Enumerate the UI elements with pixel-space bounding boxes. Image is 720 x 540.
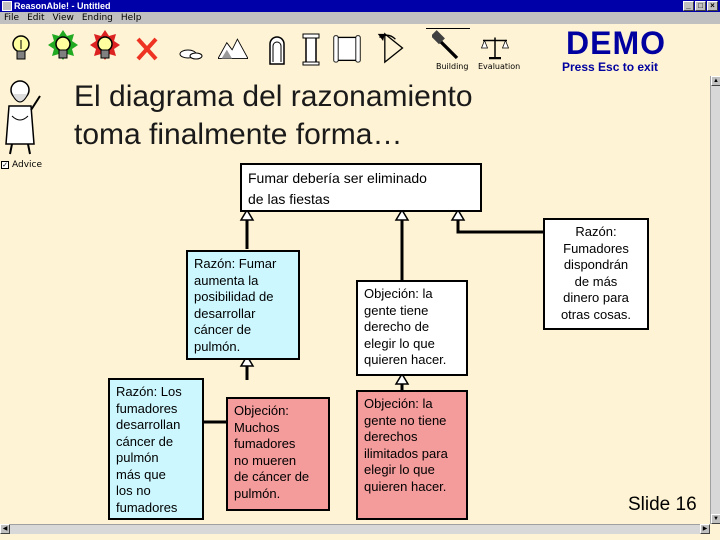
reason3-line-6: otras cosas.: [560, 306, 632, 322]
objection2-line-4: elegir lo que: [364, 335, 435, 351]
menu-ending[interactable]: Ending: [81, 13, 113, 23]
vertical-scrollbar[interactable]: [710, 76, 720, 524]
reason3-line-4: de más: [574, 273, 618, 289]
window-title: ReasonAble! - Untitled: [14, 1, 111, 11]
objection2-line-3: derecho de: [364, 319, 430, 334]
reason-box-smokers-develop-cancer[interactable]: [108, 378, 204, 520]
objection2a-line-6: quieren hacer.: [364, 478, 447, 494]
reason1a-line-4: cáncer de: [116, 433, 174, 449]
reason1-line-1: Razón: Fumar: [194, 256, 277, 271]
objection1a-line-4: no mueren: [234, 452, 297, 468]
reason3-line-1: Razón:: [575, 224, 617, 239]
building-label: Building: [436, 62, 469, 71]
objection2a-line-5: elegir lo que: [364, 462, 435, 477]
demo-subtitle: Press Esc to exit: [562, 60, 659, 74]
heading-line-2: toma finalmente forma…: [74, 118, 403, 151]
advice-checkbox[interactable]: ✓: [2, 161, 8, 169]
horizontal-scrollbar[interactable]: [0, 524, 710, 534]
menu-view[interactable]: View: [52, 13, 74, 23]
objection-box-not-die[interactable]: [226, 397, 330, 511]
demo-title: DEMO: [566, 25, 666, 61]
objection-box-no-unlimited-rights[interactable]: [356, 390, 468, 520]
claim-line-1: Fumar debería ser eliminado: [248, 170, 427, 186]
objection2-line-2: gente tiene: [364, 302, 429, 318]
minimize-button[interactable]: _: [683, 1, 694, 11]
objection2a-line-4: ilimitados para: [364, 445, 448, 461]
scroll-down-arrow-icon[interactable]: ▼: [711, 514, 720, 524]
objection2-line-5: quieren hacer.: [364, 352, 447, 367]
evaluation-label: Evaluation: [478, 62, 521, 71]
reason1-line-3: posibilidad de: [194, 289, 274, 304]
maximize-button[interactable]: □: [695, 1, 706, 11]
objection-box-right-to-choose[interactable]: [356, 280, 468, 376]
heading-line-1: El diagrama del razonamiento: [74, 80, 473, 113]
menu-file[interactable]: File: [4, 13, 20, 23]
menu-help[interactable]: Help: [120, 13, 142, 23]
reason3-line-5: dinero para: [563, 290, 629, 305]
reason-box-more-money[interactable]: [543, 218, 649, 330]
reason1-line-4: desarrollar: [194, 305, 256, 321]
reason3-line-3: dispondrán: [563, 257, 629, 272]
objection2a-line-1: Objeción: la: [364, 396, 433, 411]
reason1a-line-8: fumadores: [116, 499, 178, 515]
reason1a-line-1: Razón: Los: [116, 384, 182, 399]
advice-label: Advice: [12, 160, 43, 170]
reason1a-line-6: más que: [116, 466, 166, 482]
slide-number: Slide 16: [628, 494, 697, 515]
objection2a-line-2: gente no tiene: [364, 412, 447, 428]
objection1a-line-3: fumadores: [234, 436, 296, 451]
scroll-up-arrow-icon[interactable]: ▲: [711, 76, 720, 86]
reason1-line-6: pulmón.: [194, 338, 241, 354]
objection1a-line-6: pulmón.: [234, 485, 281, 501]
reason1a-line-3: desarrollan: [116, 417, 181, 432]
reason-box-increase-cancer[interactable]: [186, 250, 300, 360]
objection1a-line-1: Objeción:: [234, 403, 289, 418]
close-button[interactable]: ×: [707, 1, 718, 11]
objection1a-line-2: Muchos: [234, 419, 280, 435]
objection2a-line-3: derechos: [364, 429, 418, 444]
scroll-right-arrow-icon[interactable]: ▶: [700, 524, 710, 534]
menu-edit[interactable]: Edit: [27, 13, 45, 23]
claim-box[interactable]: [240, 163, 482, 212]
reason1-line-2: aumenta la: [194, 272, 259, 288]
reason1a-line-7: los no: [116, 483, 151, 498]
reason3-line-2: Fumadores: [563, 240, 629, 256]
reason1a-line-5: pulmón: [116, 450, 159, 465]
scroll-left-arrow-icon[interactable]: ◀: [0, 524, 10, 534]
claim-line-2: de las fiestas: [248, 191, 330, 207]
objection2-line-1: Objeción: la: [364, 286, 433, 301]
reason1-line-5: cáncer de: [194, 322, 252, 337]
reason1a-line-2: fumadores: [116, 400, 178, 416]
objection1a-line-5: de cáncer de: [234, 469, 310, 484]
